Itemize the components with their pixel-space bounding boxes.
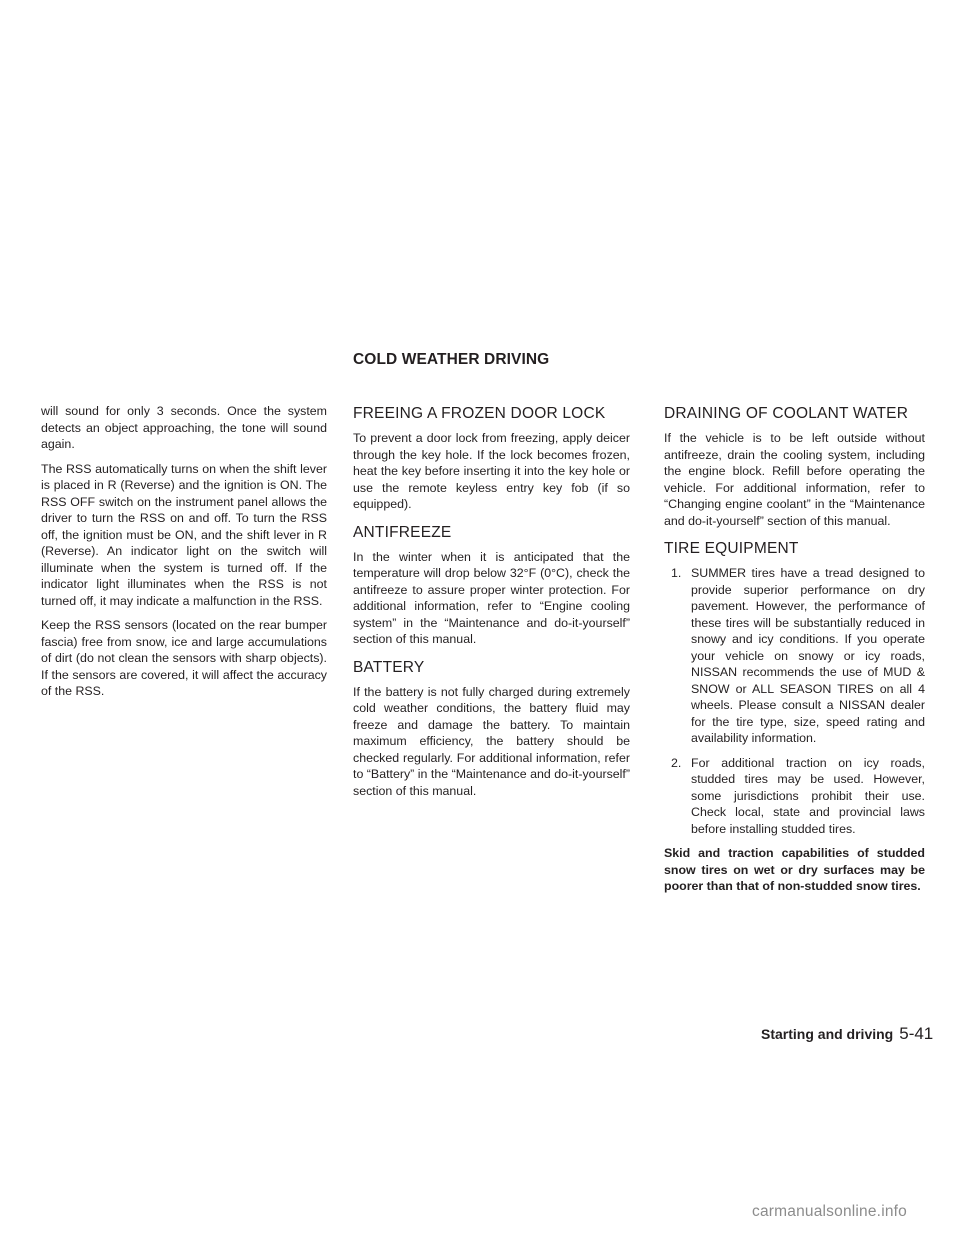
list-item-text: SUMMER tires have a tread designed to provide superior performance on dry pavement. However, the performance of these tires will be substantially reduced in snowy and icy conditions. If you operate your vehicle on snowy or icy roads, NISSAN recommends the use of MUD & SNOW or ALL SEASON TIRES on all 4 wheels. Please consult a NISSAN dealer for the tire type, size, speed rating and availability information. xyxy=(691,566,925,745)
list-item xyxy=(664,755,925,838)
heading-draining-coolant: DRAINING OF COOLANT WATER xyxy=(664,405,909,422)
paragraph-battery: If the battery is not fully charged during extremely cold weather conditions, the battery fluid may freeze and damage the battery. To maintain maximum efficiency, the battery should be checked regularly. For additional information, refer to “Battery” in the “Maintenance and do-it-yourself” section of this manual. xyxy=(353,684,630,798)
list-item-number: 1. xyxy=(671,566,682,580)
heading-frozen-door-lock: FREEING A FROZEN DOOR LOCK xyxy=(353,405,606,422)
paragraph-rss-sensors: Keep the RSS sensors (located on the rear bumper fascia) free from snow, ice and large accumulations of dirt (do not clean the sensors with sharp objects). If the sensors are covered, it will affect the accuracy of the RSS. xyxy=(41,618,327,698)
tire-list xyxy=(664,565,925,837)
page-number: 5-41 xyxy=(899,1024,934,1043)
list-item-text: For additional traction on icy roads, studded tires may be used. However, some jurisdictions prohibit their use. Check local, state and provincial laws before installing studded tires. xyxy=(691,755,925,836)
watermark: carmanualsonline.info xyxy=(752,1203,907,1220)
list-item xyxy=(664,565,925,747)
studded-tire-warning: Skid and traction capabilities of studded snow tires on wet or dry surfaces may be poorer than that of non-studded snow tires. xyxy=(664,846,925,893)
column-left xyxy=(41,403,327,708)
heading-battery: BATTERY xyxy=(353,658,425,676)
heading-tire-equipment: TIRE EQUIPMENT xyxy=(664,540,799,557)
section-title: COLD WEATHER DRIVING xyxy=(353,351,550,368)
chapter-name: Starting and driving xyxy=(761,1026,894,1042)
paragraph-antifreeze: In the winter when it is anticipated that the temperature will drop below 32°F (0°C), check the antifreeze to assure proper winter protection. For additional information, refer to “Engine cooling system” in the “Maintenance and do-it-yourself” section of this manual. xyxy=(353,549,630,646)
column-middle xyxy=(353,404,630,809)
heading-antifreeze: ANTIFREEZE xyxy=(353,523,452,541)
page-footer xyxy=(761,1024,933,1044)
paragraph-draining-coolant: If the vehicle is to be left outside without antifreeze, drain the cooling system, including the engine block. Refill before operating the vehicle. For additional information, refer to “Changing engine coolant” in the “Maintenance and do-it-yourself” section of this manual. xyxy=(664,431,925,528)
paragraph-frozen-door-lock: To prevent a door lock from freezing, apply deicer through the key hole. If the lock becomes frozen, heat the key before inserting it into the key hole or use the remote keyless entry key fob (if so equipped). xyxy=(353,431,630,511)
paragraph-rss-tone: will sound for only 3 seconds. Once the system detects an object approaching, the tone will sound again. xyxy=(41,404,327,451)
paragraph-rss-switch: The RSS automatically turns on when the shift lever is placed in R (Reverse) and the ignition is ON. The RSS OFF switch on the instrument panel allows the driver to turn the RSS on and off. To turn the RSS off, the ignition must be ON, and the shift lever in R (Reverse). An indicator light on the switch will illuminate when the system is turned off. If the indicator light illuminates when the RSS is not turned off, it may indicate a malfunction in the RSS. xyxy=(41,461,327,608)
column-right xyxy=(664,404,925,903)
list-item-number: 2. xyxy=(671,755,682,770)
